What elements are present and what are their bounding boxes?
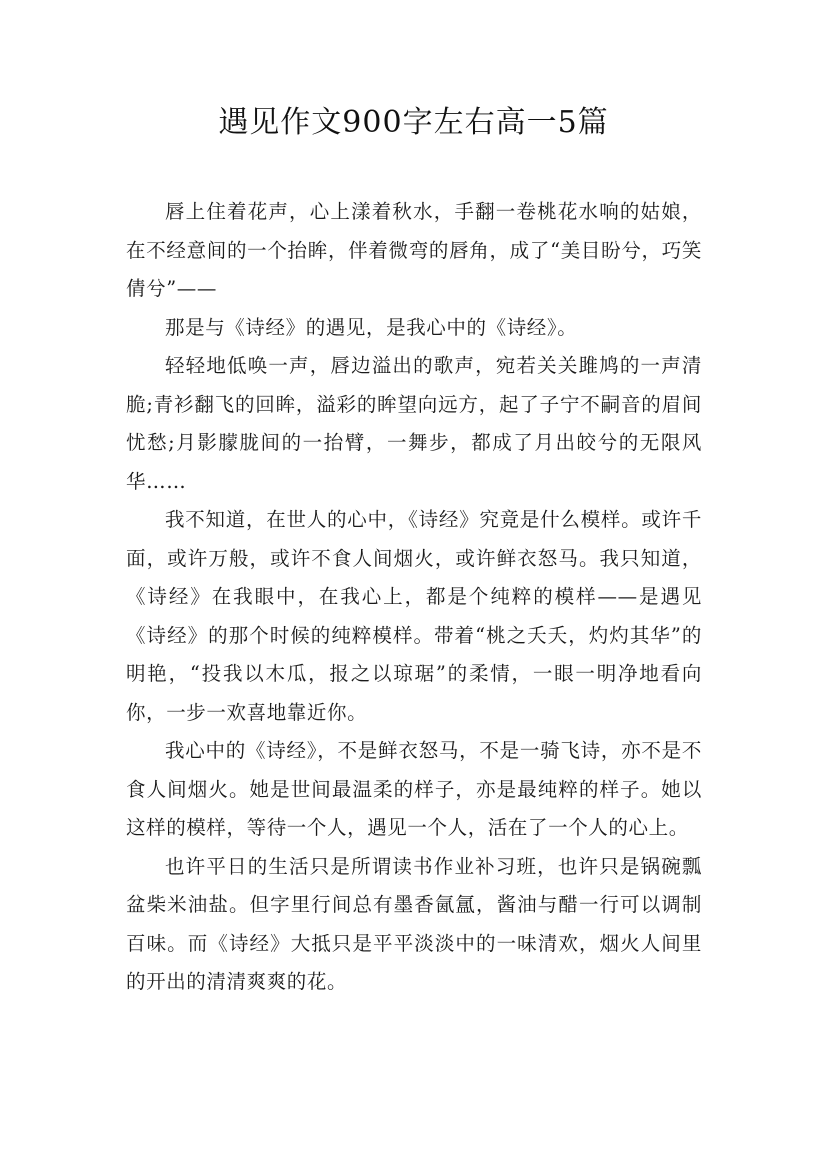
paragraph-3: 轻轻地低唤一声，唇边溢出的歌声，宛若关关雎鸠的一声清脆;青衫翻飞的回眸，溢彩的眸望向远方，起了子宁不嗣音的眉间忧愁;月影朦胧间的一抬臂，一舞步，都成了月出皎兮的无限风华…… [126, 354, 702, 493]
paragraph-6: 也许平日的生活只是所谓读书作业补习班，也许只是锅碗瓢盆柴米油盐。但字里行间总有墨香氤氲，酱油与醋一行可以调制百味。而《诗经》大抵只是平平淡淡中的一味清欢，烟火人间里的开出的清清爽爽的花。 [126, 854, 702, 993]
paragraph-1: 唇上住着花声，心上漾着秋水，手翻一卷桃花水响的姑娘，在不经意间的一个抬眸，伴着微弯的唇角，成了“美目盼兮，巧笑倩兮”—— [126, 200, 702, 300]
document-body [126, 193, 702, 1002]
document-title: 遇见作文900字左右高一5篇 [218, 105, 609, 140]
paragraph-2: 那是与《诗经》的遇见，是我心中的《诗经》。 [165, 315, 578, 339]
paragraph-4: 我不知道，在世人的心中，《诗经》究竟是什么模样。或许千面，或许万般，或许不食人间烟火，或许鲜衣怒马。我只知道，《诗经》在我眼中，在我心上，都是个纯粹的模样——是遇见《诗经》的那个时候的纯粹模样。带着“桃之夭夭，灼灼其华”的明艳，“投我以木瓜，报之以琼琚”的柔情，一眼一明净地看向你，一步一欢喜地靠近你。 [126, 508, 702, 724]
paragraph-5: 我心中的《诗经》，不是鲜衣怒马，不是一骑飞诗，亦不是不食人间烟火。她是世间最温柔的样子，亦是最纯粹的样子。她以这样的模样，等待一个人，遇见一个人，活在了一个人的心上。 [126, 739, 702, 839]
